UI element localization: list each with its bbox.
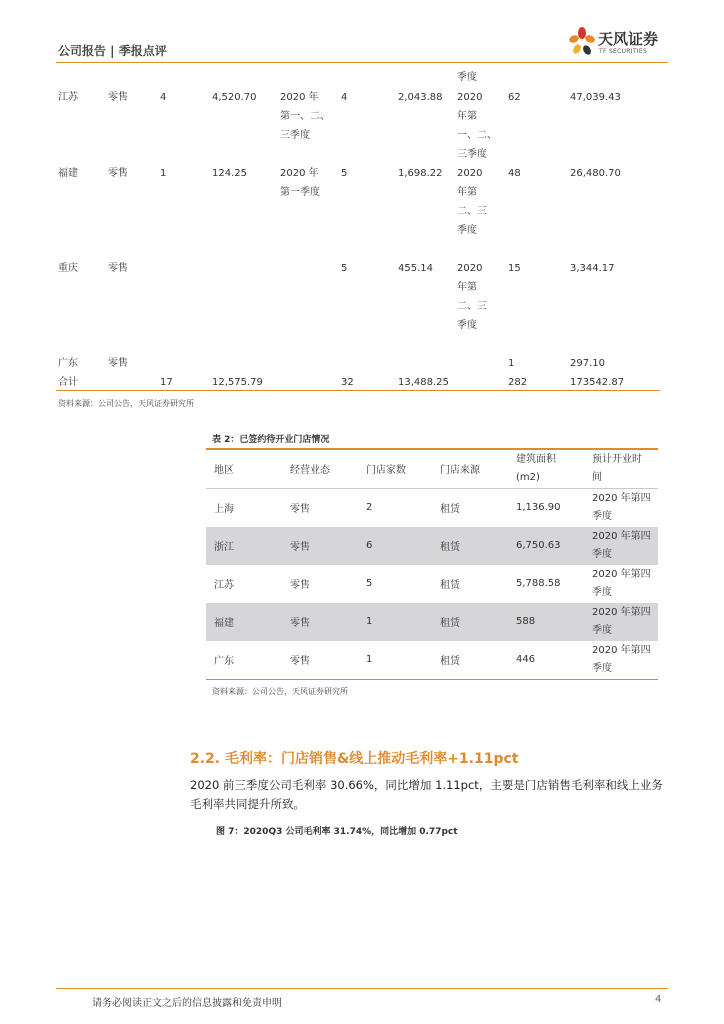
table2-cell: 588 [516, 616, 536, 627]
table1-cell: 第一、二、 [280, 111, 330, 122]
table1-cell: 一、二、 [457, 130, 497, 141]
table1-cell: 12,575.79 [212, 377, 263, 388]
table1-cell: 4,520.70 [212, 92, 257, 103]
table2-cell: 福建 [214, 618, 234, 629]
logo-text-en: TF SECURITIES [599, 48, 648, 55]
table1-cell: 15 [508, 263, 521, 274]
table1-cell: 季度 [457, 320, 477, 331]
table1-cell: 1 [508, 358, 515, 369]
table1-cell: 4 [160, 92, 167, 103]
section-title: 2.2. 毛利率：门店销售&线上推动毛利率+1.11pct [190, 751, 519, 767]
table2-cell: 6 [366, 540, 373, 551]
table1-cell: 二、三 [457, 301, 487, 312]
table2-cell: 浙江 [214, 542, 234, 553]
table2-cell: 零售 [290, 580, 310, 591]
table2-cell: 预计开业时 间 [592, 453, 642, 483]
table1-cell: 季度 [457, 72, 477, 83]
table1-cell: 福建 [58, 168, 78, 179]
table1-cell: 合计 [58, 377, 78, 388]
table2-cell: 地区 [214, 465, 234, 476]
table1-cell: 62 [508, 92, 521, 103]
table1-cell: 282 [508, 377, 528, 388]
table1-cell: 32 [341, 377, 354, 388]
table2-cell: 建筑面积 (m2) [516, 453, 556, 483]
table2-cell: 上海 [214, 504, 234, 515]
table2-cell: 经营业态 [290, 465, 330, 476]
table2-cell: 1,136.90 [516, 502, 561, 513]
table1-cell: 零售 [108, 92, 128, 103]
table1-cell: 年第 [457, 111, 477, 122]
table1-cell: 13,488.25 [398, 377, 449, 388]
table2-header-row [206, 450, 658, 488]
footer-divider [56, 988, 668, 989]
table2-cell: 1 [366, 654, 373, 665]
table1-cell: 2020 [457, 92, 483, 103]
store-table-continued [0, 0, 724, 400]
report-type-header: 公司报告 | 季报点评 [58, 44, 167, 58]
table2-cell: 5 [366, 578, 373, 589]
table2-cell: 租赁 [440, 618, 460, 629]
table1-source: 资料来源：公司公告，天风证券研究所 [58, 399, 194, 408]
table1-cell: 5 [341, 168, 348, 179]
table2-cell: 2 [366, 502, 373, 513]
table1-cell: 173542.87 [570, 377, 625, 388]
table1-cell: 零售 [108, 358, 128, 369]
table2-title: 表 2：已签约待开业门店情况 [212, 435, 330, 445]
table2-cell: 2020 年第四 季度 [592, 568, 651, 598]
table1-cell: 5 [341, 263, 348, 274]
table1-cell: 455.14 [398, 263, 433, 274]
table1-cell: 零售 [108, 263, 128, 274]
table1-cell: 47,039.43 [570, 92, 621, 103]
table1-cell: 重庆 [58, 263, 78, 274]
table1-cell: 年第 [457, 282, 477, 293]
table2-cell: 2020 年第四 季度 [592, 492, 651, 522]
table2-cell: 零售 [290, 542, 310, 553]
table1-cell: 48 [508, 168, 521, 179]
table2-cell: 零售 [290, 504, 310, 515]
table2-cell: 租赁 [440, 504, 460, 515]
section-paragraph: 2020 前三季度公司毛利率 30.66%，同比增加 1.11pct，主要是门店销售毛利率和线上业务毛利率共同提升所致。 [190, 778, 663, 811]
table1-cell: 2020 年 [280, 92, 319, 103]
table1-cell: 广东 [58, 358, 78, 369]
table1-cell: 124.25 [212, 168, 247, 179]
table1-cell: 2020 [457, 263, 483, 274]
table1-cell: 第一季度 [280, 187, 320, 198]
table2-cell: 江苏 [214, 580, 234, 591]
table1-cell: 1,698.22 [398, 168, 443, 179]
table1-cell: 江苏 [58, 92, 78, 103]
table2-cell: 6,750.63 [516, 540, 561, 551]
table2-row [206, 603, 658, 641]
table2-cell: 1 [366, 616, 373, 627]
table2-cell: 广东 [214, 656, 234, 667]
table1-cell: 三季度 [280, 130, 310, 141]
table2-cell: 零售 [290, 656, 310, 667]
table2-bottom-rule [206, 679, 658, 681]
table2-cell: 零售 [290, 618, 310, 629]
table2-row [206, 489, 658, 527]
table2-source: 资料来源：公司公告，天风证券研究所 [212, 687, 348, 696]
table1-cell: 年第 [457, 187, 477, 198]
table1-cell: 297.10 [570, 358, 605, 369]
table1-bottom-rule [56, 390, 660, 391]
table2-cell: 租赁 [440, 656, 460, 667]
table2-cell: 2020 年第四 季度 [592, 606, 651, 636]
table2-row [206, 641, 658, 679]
table1-cell: 1 [160, 168, 167, 179]
table1-cell: 3,344.17 [570, 263, 615, 274]
logo-text-cn: 天风证券 [598, 30, 659, 48]
table1-cell: 零售 [108, 168, 128, 179]
table2-row [206, 565, 658, 603]
table2-cell: 门店来源 [440, 465, 480, 476]
page-number: 4 [655, 994, 662, 1005]
table1-cell: 4 [341, 92, 348, 103]
table1-cell: 2020 年 [280, 168, 319, 179]
figure-caption: 图 7：2020Q3 公司毛利率 31.74%，同比增加 0.77pct [216, 827, 458, 837]
table1-cell: 17 [160, 377, 173, 388]
table2-row [206, 527, 658, 565]
table2-cell: 446 [516, 654, 536, 665]
table2-cell: 租赁 [440, 542, 460, 553]
table2-cell: 门店家数 [366, 465, 406, 476]
table2-cell: 租赁 [440, 580, 460, 591]
table2-cell: 5,788.58 [516, 578, 561, 589]
table1-cell: 季度 [457, 225, 477, 236]
table1-cell: 2,043.88 [398, 92, 443, 103]
table1-cell: 2020 [457, 168, 483, 179]
footer-disclaimer: 请务必阅读正文之后的信息披露和免责申明 [92, 998, 282, 1009]
table1-cell: 二、三 [457, 206, 487, 217]
table2-cell: 2020 年第四 季度 [592, 530, 651, 560]
table1-cell: 三季度 [457, 149, 487, 160]
table1-cell: 26,480.70 [570, 168, 621, 179]
table2-cell: 2020 年第四 季度 [592, 644, 651, 674]
pending-stores-table [206, 448, 658, 680]
